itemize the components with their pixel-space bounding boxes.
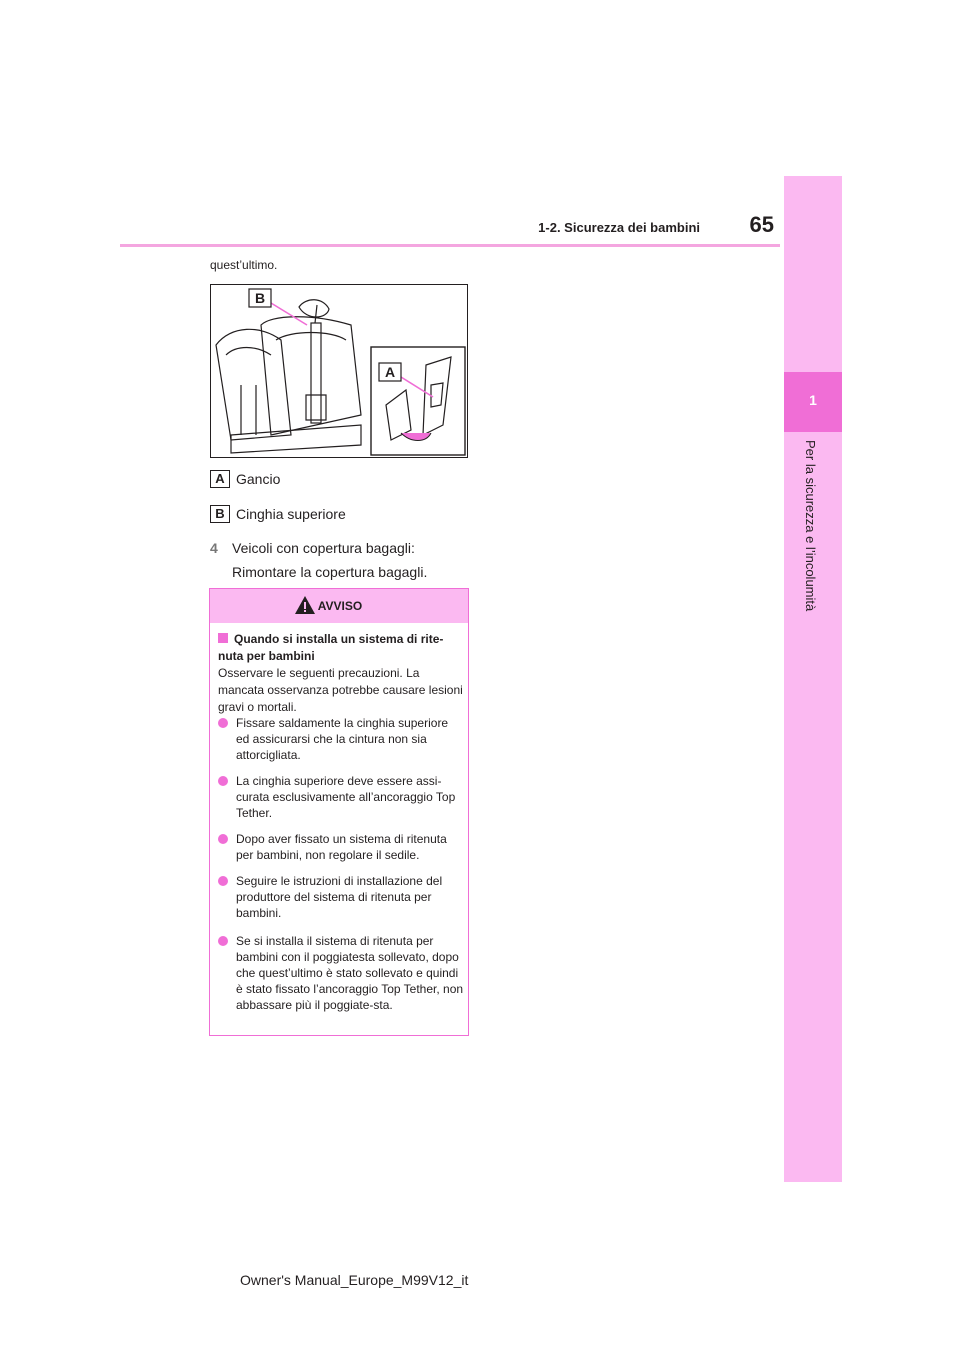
warning-heading-text: Quando si installa un sistema di rite-nuta per bambini: [218, 632, 444, 663]
warning-heading: [218, 631, 464, 665]
warning-bullet-text: Dopo aver fissato un sistema di ritenuta per bambini, non regolare il sedile.: [236, 832, 447, 862]
label-b-text: Cinghia superiore: [236, 506, 346, 522]
top-tether-illustration: [210, 284, 468, 458]
header-divider: [120, 244, 780, 247]
section-title: 1-2. Sicurezza dei bambini: [538, 220, 700, 235]
warning-title: AVVISO: [317, 599, 363, 613]
square-bullet-icon: [218, 633, 228, 643]
label-b-letter: B: [210, 505, 230, 523]
step-line-1: Veicoli con copertura bagagli:: [232, 540, 415, 556]
callout-b: B: [254, 290, 266, 306]
bullet-dot-icon: [218, 834, 228, 844]
bullet-dot-icon: [218, 936, 228, 946]
page-number: 65: [749, 212, 774, 237]
label-a-text: Gancio: [236, 471, 281, 487]
step-line-2: Rimontare la copertura bagagli.: [232, 564, 428, 580]
step-4: [210, 536, 427, 584]
warning-bullet-text: Se si installa il sistema di ritenuta per bambini con il poggiatesta sollevato, dopo che quest’ultimo è stato sollevato e quindi è stato fissato l’ancoraggio Top Tether, non abbassare più il poggiate-sta.: [236, 934, 464, 1012]
warning-intro: Osservare le seguenti precauzioni. La mancata osservanza potrebbe causare lesioni gravi o mortali.: [218, 666, 463, 714]
step-number: 4: [210, 540, 218, 556]
footer-text: Owner's Manual_Europe_M99V12_it: [240, 1272, 469, 1288]
bullet-dot-icon: [218, 776, 228, 786]
callout-a: A: [384, 364, 396, 380]
seat-illustration-svg: [211, 285, 467, 457]
label-a-letter: A: [210, 470, 230, 488]
chapter-title: [800, 440, 820, 640]
warning-bullet-text: Fissare saldamente la cinghia superiore ed assicurarsi che la cintura non sia attorcigliata.: [236, 716, 449, 762]
intro-text: quest’ultimo.: [210, 258, 278, 272]
label-b-row: [210, 505, 346, 523]
warning-box: [209, 588, 469, 1036]
warning-bullet-text: Seguire le istruzioni di installazione del produttore del sistema di ritenuta per bambini.: [236, 874, 443, 920]
chapter-title-text: Per la sicurezza e l’incolumità: [803, 440, 818, 612]
bullet-dot-icon: [218, 718, 228, 728]
label-a-row: [210, 470, 280, 488]
warning-bullet-text: La cinghia superiore deve essere assi-curata esclusivamente all’ancoraggio Top Tether.: [236, 774, 456, 820]
chapter-side-tab: [784, 176, 842, 1182]
bullet-dot-icon: [218, 876, 228, 886]
chapter-number: 1: [809, 392, 817, 408]
warning-header: [210, 589, 468, 623]
